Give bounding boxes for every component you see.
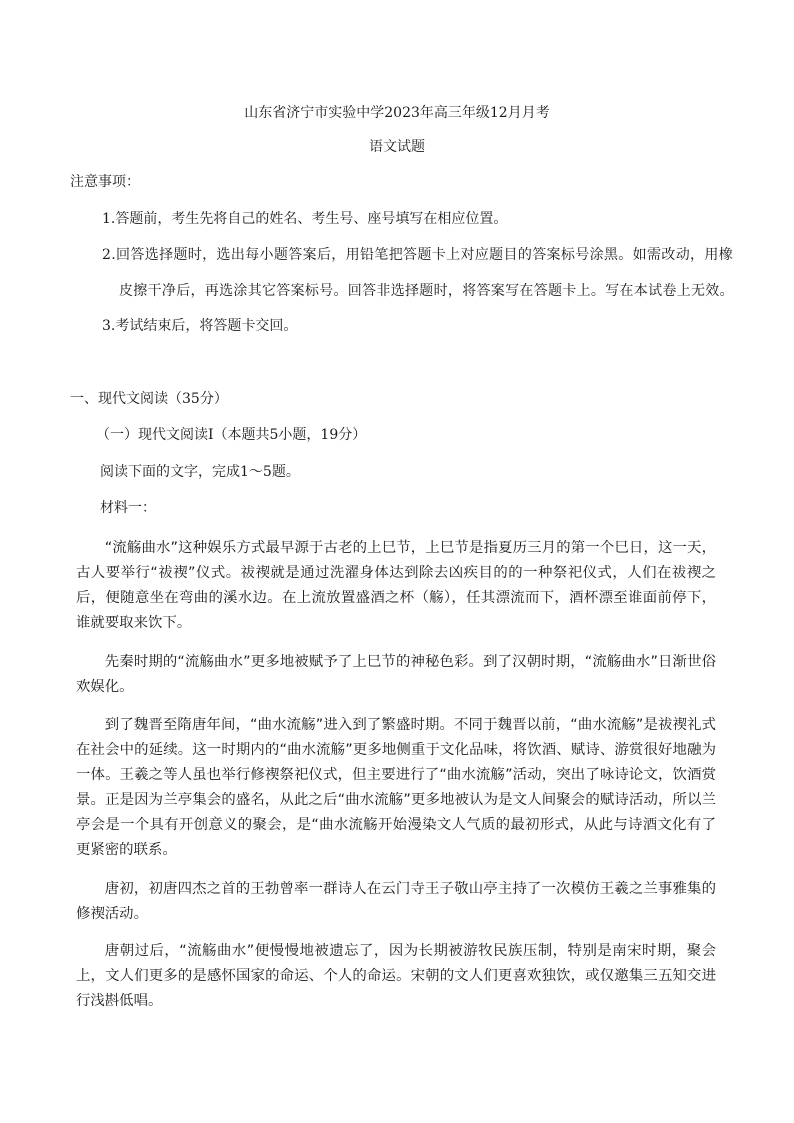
section-heading: 一、现代文阅读（35分） bbox=[70, 391, 228, 407]
notice-heading: 注意事项： bbox=[70, 174, 140, 190]
material-label: 材料一： bbox=[100, 500, 156, 516]
notice-item-1: 1.答题前，考生先将自己的姓名、考生号、座号填写在相应位置。 bbox=[102, 211, 508, 227]
paragraph-4: 唐初，初唐四杰之首的王勃曾率一群诗人在云门寺王子敬山亭主持了一次模仿王羲之兰事雅集的修禊活动。 bbox=[76, 881, 716, 922]
sub-section-heading: （一）现代文阅读Ⅰ（本题共5小题，19分） bbox=[96, 427, 367, 443]
paragraph-5: 唐朝过后，“流觞曲水”便慢慢地被遗忘了，因为长期被游牧民族压制，特别是南宋时期，聚会上，文人们更多的是感怀国家的命运、个人的命运。宋朝的文人们更喜欢独饮，或仅邀集三五知交进行浅斟低唱。 bbox=[76, 943, 716, 1009]
notice-item-3: 3.考试结束后，将答题卡交回。 bbox=[102, 318, 298, 334]
reading-instruction: 阅读下面的文字，完成1～5题。 bbox=[100, 464, 300, 480]
paragraph-1: “流觞曲水”这种娱乐方式最早源于古老的上巳节，上巳节是指夏历三月的第一个巳日，这一天，古人要举行“祓禊”仪式。祓禊就是通过洗濯身体达到除去凶疾目的的一种祭祀仪式，人们在祓禊之后，便随意坐在弯曲的溪水边。在上流放置盛酒之杯（觞），任其漂流而下，酒杯漂至谁面前停下，谁就要取来饮下。 bbox=[76, 540, 716, 631]
paragraph-3: 到了魏晋至隋唐年间，“曲水流觞”进入到了繁盛时期。不同于魏晋以前，“曲水流觞”是祓禊礼式在社会中的延续。这一时期内的“曲水流觞”更多地侧重于文化品味，将饮酒、赋诗、游赏很好地融为一体。王羲之等人虽也举行修禊祭祀仪式，但主要进行了“曲水流觞”活动，突出了咏诗论文，饮酒赏景。正是因为兰亭集会的盛名，从此之后“曲水流觞”更多地被认为是文人间聚会的赋诗活动，所以兰亭会是一个具有开创意义的聚会，是“曲水流觞开始漫染文人气质的最初形式，从此与诗酒文化有了更紧密的联系。 bbox=[76, 717, 716, 858]
notice-item-2-line-2: 皮擦干净后，再选涂其它答案标号。回答非选择题时，将答案写在答题卡上。写在本试卷上无效。 bbox=[119, 283, 734, 299]
notice-item-2-line-1: 2.回答选择题时，选出每小题答案后，用铅笔把答题卡上对应题目的答案标号涂黑。如需改动，用橡 bbox=[102, 247, 734, 263]
exam-subtitle: 语文试题 bbox=[369, 139, 425, 155]
exam-title: 山东省济宁市实验中学2023年高三年级12月月考 bbox=[244, 105, 550, 121]
paragraph-2: 先秦时期的“流觞曲水”更多地被赋予了上巳节的神秘色彩。到了汉朝时期，“流觞曲水”日渐世俗欢娱化。 bbox=[76, 654, 716, 695]
